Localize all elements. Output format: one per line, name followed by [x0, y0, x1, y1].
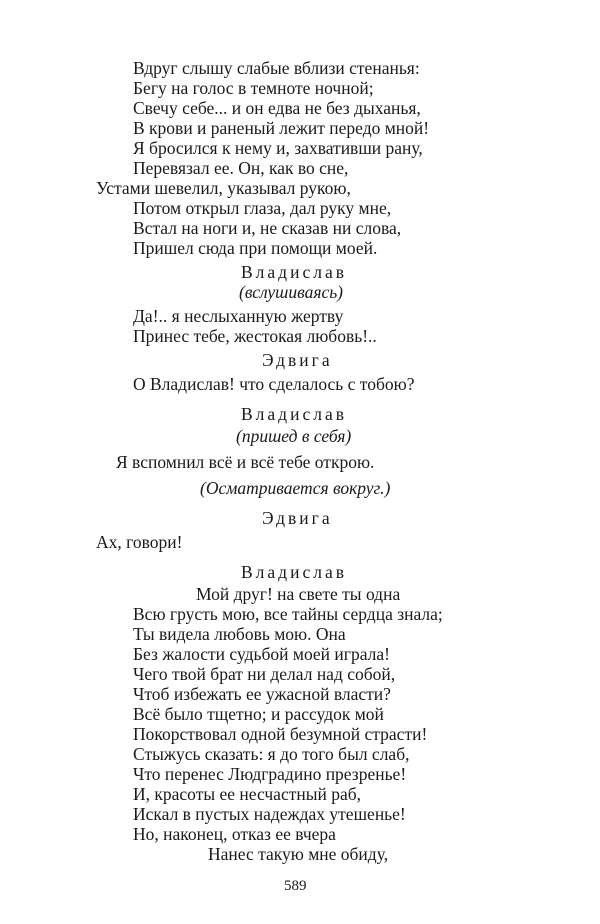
verse-line: Нанес такую мне обиду,	[208, 844, 389, 864]
verse-line: Без жалости судьбой моей играла!	[133, 644, 390, 664]
verse-line: Я бросился к нему и, захвативши рану,	[133, 138, 423, 158]
verse-line: Потом открыл глаза, дал руку мне,	[133, 198, 392, 218]
page-number: 589	[284, 878, 307, 894]
verse-line: Всю грусть мою, все тайны сердца знала;	[133, 604, 443, 624]
verse-line: Что перенес Людградино презренье!	[133, 764, 407, 784]
speaker-name: Владислав	[241, 562, 347, 582]
verse-line: Но, наконец, отказ ее вчера	[133, 824, 336, 844]
verse-line: Устами шевелил, указывал рукою,	[96, 178, 351, 198]
verse-line: Чтоб избежать ее ужасной власти?	[133, 684, 391, 704]
speaker-name: Эдвига	[262, 508, 333, 528]
speaker-name: Владислав	[241, 262, 347, 282]
speaker-name: Владислав	[241, 404, 347, 424]
verse-line: О Владислав! что сделалось с тобою?	[133, 374, 415, 394]
verse-line: Мой друг! на свете ты одна	[196, 584, 401, 604]
verse-line: Ах, говори!	[96, 532, 183, 552]
verse-line: Перевязал ее. Он, как во сне,	[133, 158, 349, 178]
verse-line: В крови и раненый лежит передо мной!	[133, 118, 430, 138]
verse-line: Вдруг слышу слабые вблизи стенанья:	[133, 58, 420, 78]
verse-line: Я вспомнил всё и всё тебе открою.	[116, 452, 375, 472]
verse-line: Искал в пустых надеждах утешенье!	[133, 804, 406, 824]
verse-line: И, красоты ее несчастный раб,	[133, 784, 362, 804]
verse-line: Встал на ноги и, не сказав ни слова,	[133, 218, 402, 238]
verse-line: Бегу на голос в темноте ночной;	[133, 78, 374, 98]
verse-line: Стыжусь сказать: я до того был слаб,	[133, 744, 410, 764]
stage-direction: (пришед в себя)	[236, 426, 352, 446]
verse-line: Да!.. я неслыханную жертву	[133, 306, 344, 326]
speaker-name: Эдвига	[262, 350, 333, 370]
verse-line: Чего твой брат ни делал над собой,	[133, 664, 396, 684]
verse-line: Покорствовал одной безумной страсти!	[133, 724, 428, 744]
verse-line: Всё было тщетно; и рассудок мой	[133, 704, 384, 724]
verse-line: Принес тебе, жестокая любовь!..	[133, 326, 377, 346]
verse-line: Ты видела любовь мою. Она	[133, 624, 346, 644]
stage-direction: (Осматривается вокруг.)	[200, 478, 391, 498]
verse-line: Пришел сюда при помощи моей.	[133, 238, 378, 258]
stage-direction: (вслушиваясь)	[239, 282, 344, 302]
verse-line: Свечу себе... и он едва не без дыханья,	[133, 98, 421, 118]
